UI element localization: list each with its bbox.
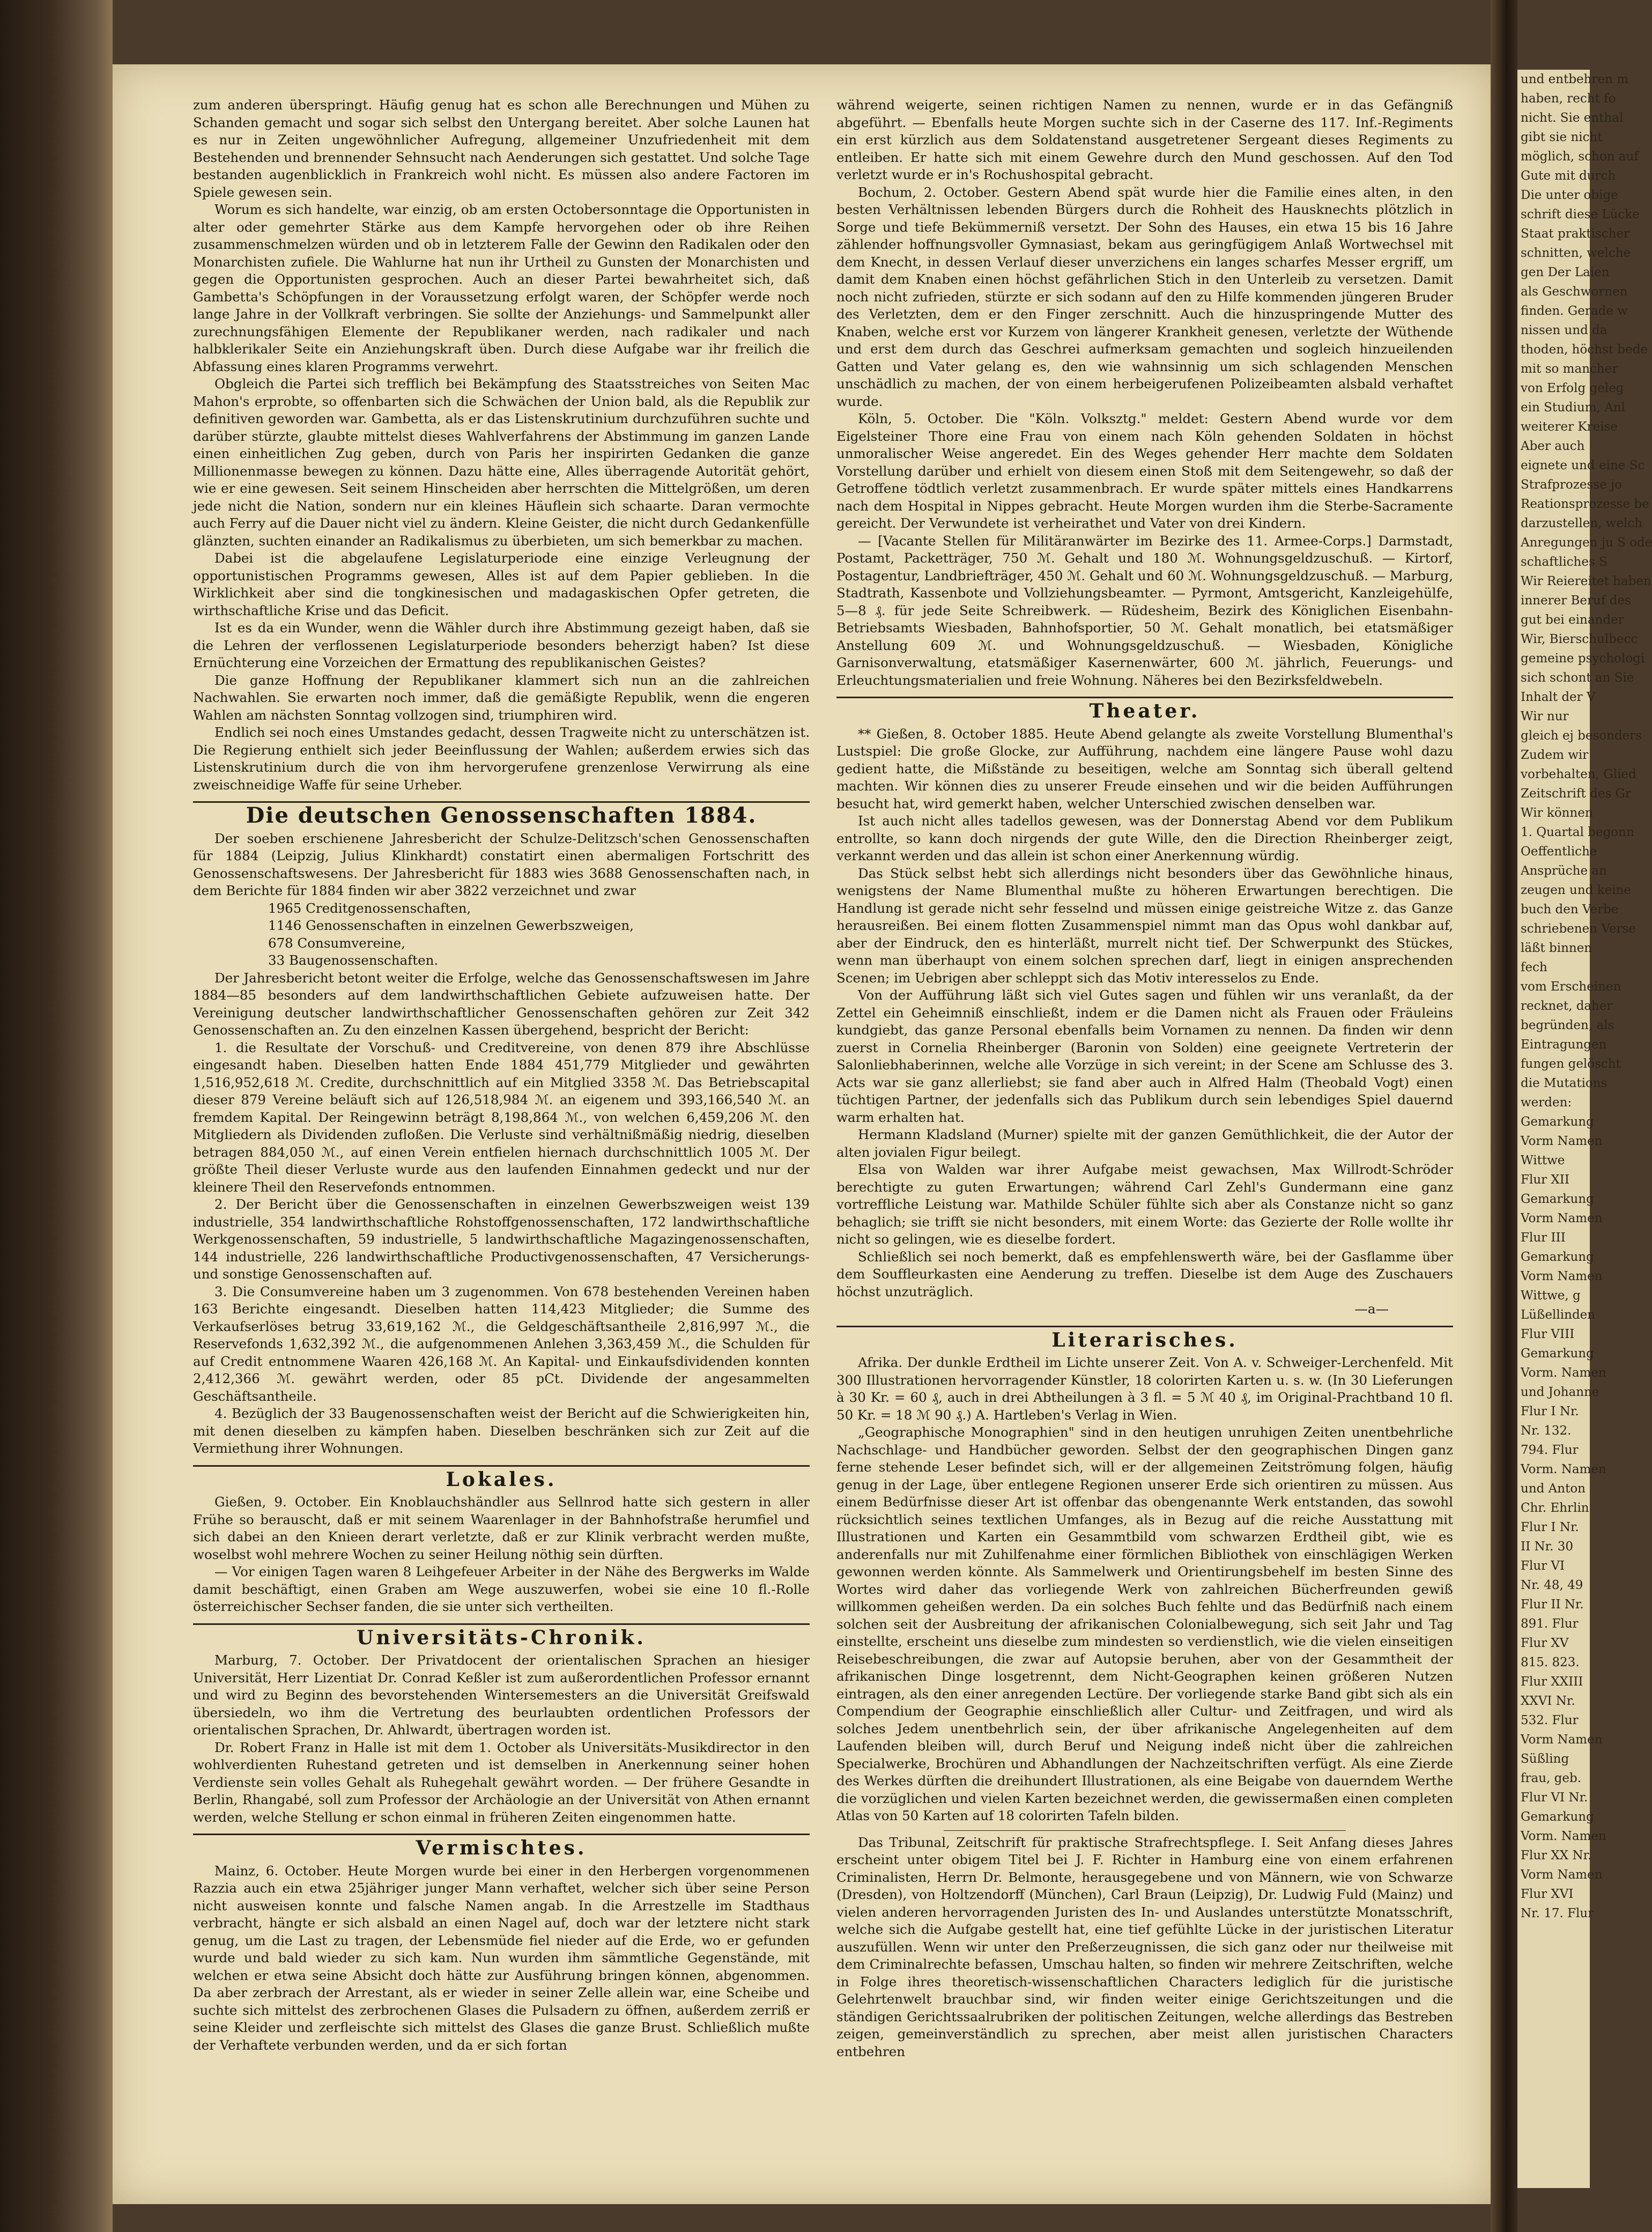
fragment-line: Wir nur: [1521, 709, 1569, 723]
fragment-line: sich schont an Sie: [1521, 671, 1634, 685]
fragment-line: weiterer Kreise: [1521, 420, 1618, 434]
fragment-line: Anregungen ju S ode: [1521, 536, 1652, 550]
fragment-line: Gemarkung: [1521, 1347, 1594, 1361]
section-divider: [193, 1834, 810, 1835]
fragment-line: XXVI Nr.: [1521, 1694, 1575, 1708]
paragraph: Das Tribunal, Zeitschrift für praktische Strafrechtspflege. I. Seit Anfang dieses Jahres erscheint unter obigem Titel bei J. F. Richter in Hamburg eine von einem erfahrenen Criminalisten, Herrn Dr. Belmonte, herausgegebene und von Männern, wie von Schwarze (Dresden), von Holtzendorff (München), Carl Braun (Leipzig), Dr. Ludwig Fuld (Mainz) und vielen anderen hervorragenden Juristen des In- und Auslandes unterstützte Monatsschrift, welche sich die Aufgabe gestellt hat, eine tief gefühlte Lücke in der juristischen Literatur auszufüllen. Wenn wir unter den Preßerzeugnissen, die sich ganz oder nur theilweise mit dem Criminalrechte befassen, Umschau halten, so finden wir mehrere Zeitschriften, welche in Folge ihres theoretisch-wissenschaftlichen Characters lediglich für die juristische Gelehrtenwelt brauchbar sind, wir finden weiter einige Gerichtszeitungen und die ständigen Gerichtssaalrubriken der politischen Zeitungen, welche allerdings das Bestreben zeigen, gemeinverständlich zu sprechen, aber meist allen juristischen Characters entbehren: [836, 1834, 1453, 2059]
fragment-line: Vorm Namen: [1521, 1134, 1603, 1148]
fragment-line: und entbehren m: [1521, 72, 1629, 86]
fragment-line: darzustellen, welch: [1521, 516, 1643, 530]
fragment-line: Flur I Nr.: [1521, 1405, 1579, 1418]
fragment-line: Vorm Namen: [1521, 1868, 1603, 1882]
fragment-line: eignete und eine Sc: [1521, 459, 1645, 472]
fragment-line: 815. 823.: [1521, 1655, 1580, 1669]
fragment-line: werden:: [1521, 1096, 1572, 1110]
paragraph: Bochum, 2. October. Gestern Abend spät wurde hier die Familie eines alten, in den besten Verhältnissen lebenden Bürgers durch die Rohheit des Hausknechts plötzlich in Sorge und tiefe Bekümmerniß versetzt. Der Sohn des Hauses, ein etwa 15 bis 16 Jahre zählender hoffnungsvoller Gymnasiast, bekam aus geringfügigem Anlaß Wortwechsel mit dem Knecht, in dessen Verlauf dieser unverzichens ein langes scharfes Messer ergriff, um damit dem Knaben einen höchst gefährlichen Stich in den Unterleib zu versetzen. Damit noch nicht zufrieden, stürzte er sich sodann auf den zu Hilfe kommenden jüngeren Bruder des Verletzten, dem er den Finger zerschnitt. Auch die hinzuspringende Mutter des Knaben, welche erst vor Kurzem von längerer Krankheit genesen, verletzte der Wüthende und erst dem durch das Geschrei aufmerksam gemachten und sogleich hinzueilenden Gatten und Vater gelang es, den wie wahnsinnig um sich schlagenden Menschen unschädlich zu machen, der von einem herbeigerufenen Polizeibeamten alsbald verhaftet wurde.: [836, 184, 1453, 409]
paragraph: zum anderen überspringt. Häufig genug hat es schon alle Berechnungen und Mühen zu Schanden gemacht und sogar sich selbst den Untergang bereitet. Aber solche Launen hat es nur in Zeiten ungewöhnlicher Aufregung, allgemeiner Unzufriedenheit mit dem Bestehenden und brennender Sehnsucht nach Aenderungen sich gestattet. Und solche Tage bestanden augenblicklich in Frankreich wohl nicht. Es müssen also andere Factoren im Spiele gewesen sein.: [193, 97, 810, 200]
paragraph: Der Jahresbericht betont weiter die Erfolge, welche das Genossenschaftswesen im Jahre 1884—85 besonders auf dem landwirthschaftlichen Gebiete aufzuweisen hatte. Der Vereinigung deutscher landwirthschaftlicher Genossenschaften gehören zur Zeit 342 Genossenschaften an. Zu den einzelnen Kassen übergehend, bespricht der Bericht:: [193, 970, 810, 1038]
fragment-line: schriebenen Verse: [1521, 922, 1636, 936]
fragment-line: 1. Quartal begonn: [1521, 825, 1634, 839]
fragment-line: Gemarkung: [1521, 1810, 1594, 1824]
fragment-line: Flur VI Nr.: [1521, 1791, 1588, 1805]
fragment-line: vorbehalten, Glied: [1521, 767, 1636, 781]
fragment-line: Flur III: [1521, 1231, 1566, 1245]
fragment-line: Flur II Nr.: [1521, 1598, 1584, 1612]
fragment-line: fech: [1521, 960, 1547, 974]
fragment-line: Gemarkung: [1521, 1115, 1594, 1129]
right-column: [836, 97, 1453, 2060]
fragment-line: Wir, Bierschulbecc: [1521, 632, 1638, 646]
paragraph: Ist auch nicht alles tadellos gewesen, was der Donnerstag Abend vor dem Publikum entrollte, so kann doch nirgends der gute Wille, den die Direction Rheinberger zeigt, verkannt werden und das allein ist schon einer Anerkennung würdig.: [836, 813, 1453, 863]
fragment-line: Gemarkung: [1521, 1250, 1594, 1264]
paragraph: Dabei ist die abgelaufene Legislaturperiode eine einzige Verleugnung der opportunistischen Programms gewesen, Alles ist auf dem Papier geblieben. In die Wirklichkeit aber sind die tongkinesischen und madagaskischen Opfer getreten, die wirthschaftliche Krise und das Deficit.: [193, 550, 810, 618]
minor-divider: [944, 1830, 1346, 1831]
fragment-line: buch den Verbe: [1521, 903, 1619, 917]
left-column: [193, 97, 810, 2054]
fragment-line: Gemarkung: [1521, 1192, 1594, 1206]
paragraph: während weigerte, seinen richtigen Namen zu nennen, wurde er in das Gefängniß abgeführt. — Ebenfalls heute Morgen suchte sich in der Caserne des 117. Inf.-Regiments ein erst kürzlich aus dem Soldatenstand ausgetretener Sergeant dieses Regiments zu entleiben. Er hatte sich mit einem Gewehre durch den Mund geschossen. Auf den Tod verletzt wurde er in's Rochushospital gebracht.: [836, 97, 1453, 182]
fragment-line: die Mutations: [1521, 1076, 1607, 1090]
fragment-line: Nr. 17. Flur: [1521, 1906, 1594, 1920]
fragment-line: Flur XVI: [1521, 1887, 1574, 1901]
fragment-line: schrift diese Lücke: [1521, 208, 1640, 221]
paragraph: Elsa von Walden war ihrer Aufgabe meist gewachsen, Max Willrodt-Schröder berechtigte zu guten Erwartungen; während Carl Zehl's Gundermann eine ganz vortreffliche Leistung war. Mathilde Schüler fühlte sich aber als Constanze nicht so ganz behaglich; sie trifft sie nicht besonders, mit einem Worte: das Gezierte der Rolle wollte ihr nicht so gelingen, wie es dieselbe fordert.: [836, 1162, 1453, 1247]
fragment-line: gibt sie nicht: [1521, 130, 1603, 144]
section-heading-universitaet: Universitäts-Chronik.: [357, 1626, 646, 1649]
fragment-line: mit so mancher: [1521, 362, 1618, 376]
paragraph: Das Stück selbst hebt sich allerdings nicht besonders über das Gewöhnliche hinaus, wenigstens der Name Blumenthal mußte zu höheren Erwartungen berechtigen. Die Handlung ist gerade nicht sehr fesselnd und müssen einige geistreiche Witze z. das Ganze herausreißen. Bei einem flotten Zusammenspiel nimmt man das Opus wohl dankbar auf, aber der Eindruck, den es hinterläßt, murrelt nicht tief. Der Schwerpunkt des Stückes, wenn man überhaupt von einem solchen sprechen darf, liegt in einigen ansprechenden Scenen; im Uebrigen aber schleppt sich das Motiv interesselos zu Ende.: [836, 865, 1453, 986]
fragment-line: Flur XV: [1521, 1636, 1569, 1650]
paragraph: Die ganze Hoffnung der Republikaner klammert sich nun an die zahlreichen Nachwahlen. Sie erwarten noch immer, daß die gemäßigte Republik, wenn die engeren Wahlen am nächsten Sonntag vollzogen sind, triumphiren wird.: [193, 672, 810, 723]
fragment-line: Vorm. Namen: [1521, 1462, 1606, 1476]
fragment-line: Gute mit durch: [1521, 169, 1616, 183]
fragment-line: und Anton: [1521, 1482, 1586, 1496]
cooperative-count-list: [268, 900, 810, 970]
page-gutter: [1491, 0, 1517, 2232]
section-heading-theater: Theater.: [1089, 700, 1201, 722]
fragment-line: Wir können: [1521, 806, 1593, 820]
fragment-line: schnitten, welche: [1521, 246, 1631, 260]
fragment-line: frau, geb.: [1521, 1771, 1582, 1785]
fragment-line: Vorm Namen: [1521, 1269, 1603, 1283]
paragraph: 3. Die Consumvereine haben um 3 zugenommen. Von 678 bestehenden Vereinen haben 163 Berichte eingesandt. Dieselben hatten 114,423 Mitglieder; die Summe des Verkaufserlöses betrug 33,619,162 ℳ., die Geldgeschäftsantheile 2,816,997 ℳ., die Reservefonds 1,632,392 ℳ., die aufgenommenen Anlehen 3,363,459 ℳ., die Schulden für auf Credit entnommene Waaren 426,168 ℳ. An Kapital- und Einkaufsdividenden konnten 2,412,366 ℳ. gewährt werden, oder 85 pCt. Dividende der angesammelten Geschäftsantheile.: [193, 1283, 810, 1404]
fragment-line: thoden, höchst bede: [1521, 343, 1648, 357]
section-heading-genossenschaften: Die deutschen Genossenschaften 1884.: [246, 803, 757, 828]
paragraph: Dr. Robert Franz in Halle ist mit dem 1. October als Universitäts-Musikdirector in den wohlverdienten Ruhestand getreten und ist demselben in Anerkennung seiner hohen Verdienste sein volles Gehalt als Ruhegehalt gewährt worden. — Der frühere Gesandte in Berlin, Rhangabé, soll zum Professor der Archäologie an der Universität von Athen ernannt werden, welche Stellung er schon einmal in früheren Zeiten eingenommen hatte.: [193, 1739, 810, 1825]
fragment-line: gen Der Laien: [1521, 265, 1610, 279]
fragment-line: II Nr. 30: [1521, 1540, 1573, 1554]
fragment-line: Die unter obige: [1521, 188, 1618, 202]
fragment-line: Ansprüche an: [1521, 864, 1607, 878]
fragment-line: schaftliches S: [1521, 555, 1607, 569]
section-heading-literarisches: Literarisches.: [1051, 1328, 1238, 1351]
fragment-line: Aber auch: [1521, 439, 1585, 453]
paragraph: Schließlich sei noch bemerkt, daß es empfehlenswerth wäre, bei der Gasflamme über dem Souffleurkasten eine Aenderung zu treffen. Dieselbe ist dem Auge des Zuschauers höchst unzuträglich.: [836, 1248, 1453, 1299]
list-item: 1146 Genossenschaften in einzelnen Gewerbszweigen,: [268, 918, 634, 933]
fragment-line: 532. Flur: [1521, 1713, 1579, 1727]
fragment-line: Flur VI: [1521, 1559, 1565, 1573]
fragment-line: als Geschwornen: [1521, 285, 1628, 299]
author-signature: —a—: [1354, 1301, 1389, 1317]
fragment-line: haben, recht fo: [1521, 92, 1616, 106]
section-divider: [836, 1326, 1453, 1327]
fragment-line: recknet, daher: [1521, 999, 1613, 1013]
paragraph: Ist es da ein Wunder, wenn die Wähler durch ihre Abstimmung gezeigt haben, daß sie die Lehren der verflossenen Legislaturperiode besonders beherzigt haben? Ist diese Ernüchterung eine Vorzeichen der Ermattung des republikanischen Geistes?: [193, 620, 810, 670]
fragment-line: Flur I Nr.: [1521, 1520, 1579, 1534]
fragment-line: Oeffentliche: [1521, 845, 1597, 859]
paragraph: Hermann Kladsland (Murner) spielte mit der ganzen Gemüthlichkeit, die der Autor der alten jovialen Figur beilegt.: [836, 1127, 1453, 1160]
list-item: 678 Consumvereine,: [268, 935, 405, 951]
fragment-line: Flur XX Nr.: [1521, 1849, 1592, 1863]
section-heading-lokales: Lokales.: [446, 1468, 557, 1491]
paragraph: Von der Aufführung läßt sich viel Gutes sagen und fühlen wir uns veranlaßt, da der Zettel ein Geheimniß einschließt, indem er die Damen nicht als Frauen oder Fräuleins kundgiebt, das ganze Personal ebenfalls beim Vornamen zu nennen. Da finden wir denn zuerst in Cornelia Rheinberger (Baronin von Solden) eine geeignete Vertreterin der Salonliebhaberinnen, welche alle Vorzüge in sich vereint; in der Scene am Schlusse des 3. Acts war sie ganz allerliebst; sie fand aber auch in Alfred Halm (Theobald Vogt) einen tüchtigen Partner, der jedenfalls sich das Publikum durch sein lebendiges Spiel dauernd warm erhalten hat.: [836, 987, 1453, 1125]
paragraph: Mainz, 6. October. Heute Morgen wurde bei einer in den Herbergen vorgenommenen Razzia auch ein etwa 25jähriger junger Mann verhaftet, welcher sich über seine Person nicht ausweisen konnte und falsche Namen angab. In die Arrestzelle im Stadthaus verbracht, hängte er sich alsbald an einen Nagel auf, doch war der letztere nicht stark genug, um die Last zu tragen, der Lebensmüde fiel nieder auf die Erde, wo er gefunden wurde und bald wieder zu sich kam. Nun wurden ihm sämmtliche Gegenstände, mit welchen er etwa seine Absicht doch hätte zur Ausführung bringen können, abgenommen. Da aber zerbrach der Arrestant, als er wieder in seiner Zelle allein war, eine Scheibe und suchte sich mittelst des zerbrochenen Glases die Pulsadern zu öffnen, außerdem zerriß er seine Kleider und zerfleischte sich mittelst des Glases die ganze Brust. Schließlich mußte der Verhaftete verbunden werden, und da er sich fortan: [193, 1863, 810, 2053]
fragment-line: gut bei einander: [1521, 613, 1624, 627]
fragment-line: 891. Flur: [1521, 1617, 1579, 1631]
fragment-line: Wittwe: [1521, 1154, 1565, 1167]
fragment-line: Chr. Ehrlin: [1521, 1501, 1589, 1515]
fragment-line: innerer Beruf des: [1521, 594, 1631, 608]
fragment-line: Nr. 48, 49: [1521, 1578, 1583, 1592]
section-divider: [193, 1465, 810, 1467]
paragraph: Köln, 5. October. Die "Köln. Volksztg." meldet: Gestern Abend wurde vor dem Eigelsteiner Thore eine Frau von einem nach Köln gehenden Soldaten in höchst unmoralischer Weise angeredet. Ein des Weges gehender Herr machte dem Soldaten Vorstellung darüber und erhielt von diesem einen Stoß mit dem Seitengewehr, so daß der Getroffene tödtlich verletzt zusammenbrach. Er wurde später mittels eines Handkarrens nach dem Hospital in Nippes gebracht. Heute Morgen wurden ihm die Sterbe-Sacramente gereicht. Der Verwundete ist verheirathet und Vater von drei Kindern.: [836, 411, 1453, 531]
fragment-line: Vorm Namen: [1521, 1211, 1603, 1225]
adjacent-page-fragment: [1517, 70, 1652, 2188]
fragment-line: Vorm. Namen: [1521, 1829, 1606, 1843]
fragment-line: von Erfolg geleg: [1521, 381, 1624, 395]
fragment-line: Reationsprozesse be: [1521, 497, 1649, 511]
paragraph: 4. Bezüglich der 33 Baugenossenschaften weist der Bericht auf die Schwierigkeiten hin, mit denen dieselben zu kämpfen haben. Dieselben beschränken sich zur Zeit auf die Vermiethung ihrer Wohnungen.: [193, 1406, 810, 1456]
fragment-line: Süßling: [1521, 1752, 1569, 1766]
fragment-line: und Johanne: [1521, 1385, 1599, 1399]
fragment-line: Flur XXIII: [1521, 1675, 1583, 1689]
list-item: 1965 Creditgenossenschaften,: [268, 900, 471, 916]
fragment-line: gemeine psychologi: [1521, 652, 1645, 666]
fragment-line: Zeitschrift des Gr: [1521, 787, 1631, 801]
section-divider: [193, 1623, 810, 1625]
fragment-line: Vorm. Namen: [1521, 1366, 1606, 1380]
paragraph: Obgleich die Partei sich trefflich bei Bekämpfung des Staatsstreiches von Seiten Mac Mahon's erprobte, so offenbarten sich die Schwächen der Union bald, als die Republik zur definitiven geworden war. Gambetta, als er das Listenskrutinium durchzuführen suchte und darüber stürzte, glaubte mittelst dieses Wahlverfahrens der Abstimmung im ganzen Lande einen einheitlichen Zug geben, durch von Paris her inspirirten Gedanken die ganze Millionenmasse bewegen zu können. Dazu hätte eine, Alles überragende Autorität gehört, wie er eine gewesen. Seit seinem Hinscheiden aber herrschten die Mittelgrößen, um deren jede nicht die Nation, sondern nur ein kleines Häuflein sich schaarte. Daran vermochte auch Ferry auf die Dauer nicht viel zu ändern. Kleine Geister, die nicht durch Gedankenfülle glänzten, suchten einander an Radikalismus zu überbieten, um sich bemerkbar zu machen.: [193, 376, 810, 549]
fragment-line: Nr. 132.: [1521, 1424, 1572, 1438]
section-heading-vermischtes: Vermischtes.: [416, 1837, 587, 1859]
fragment-line: nicht. Sie enthal: [1521, 111, 1624, 125]
paragraph: — Vor einigen Tagen waren 8 Leihgefeuer Arbeiter in der Nähe des Bergwerks im Walde damit beschäftigt, einen Graben am Wege auszuwerfen, wobei sie eine 10 fl.-Rolle österreichischer Sechser fanden, die sie unter sich vertheilten.: [193, 1564, 810, 1614]
fragment-line: fungen gelöscht: [1521, 1057, 1621, 1071]
paragraph: ** Gießen, 8. October 1885. Heute Abend gelangte als zweite Vorstellung Blumenthal's Lustspiel: Die große Glocke, zur Aufführung, nachdem eine längere Pause wohl dazu gedient hatte, die Mißstände zu beseitigen, welche am Sonntag sich überall geltend machten. Wir können dies zu unserer Freude einsehen und wir die beiden Aufführungen besucht hat, wird gemerkt haben, welcher Unterschied zwischen denselben war.: [836, 726, 1453, 811]
fragment-line: ein Studium, Anl: [1521, 401, 1626, 415]
fragment-line: Strafprozesse jo: [1521, 478, 1623, 492]
fragment-line: Wir Reiereitet haben: [1521, 574, 1651, 588]
fragment-line: finden. Gerade w: [1521, 304, 1628, 318]
fragment-line: Zudem wir: [1521, 748, 1589, 762]
fragment-line: Inhalt der V: [1521, 690, 1596, 704]
list-item: 33 Baugenossenschaften.: [268, 952, 439, 968]
paragraph: Marburg, 7. October. Der Privatdocent der orientalischen Sprachen an hiesiger Universität, Herr Lizentiat Dr. Conrad Keßler ist zum außerordentlichen Professor ernannt und wird zu Beginn des bevorstehenden Wintersemesters an die Universität Greifswald übersiedeln, wo ihm die Vertretung des beurlaubten ordentlichen Professors der orientalischen Sprachen, Dr. Ahlwardt, übertragen worden ist.: [193, 1652, 810, 1738]
fragment-line: gleich ej besonders: [1521, 729, 1642, 743]
paragraph: Afrika. Der dunkle Erdtheil im Lichte unserer Zeit. Von A. v. Schweiger-Lerchenfeld. Mit 300 Illustrationen hervorragender Künstler, 18 colorirten Karten u. s. w. (In 30 Lieferungen à 30 Kr. = 60 ₰, auch in drei Abtheilungen à 3 fl. = 5 ℳ 40 ₰, im Original-Prachtband 10 fl. 50 Kr. = 18 ℳ 90 ₰.) A. Hartleben's Verlag in Wien.: [836, 1355, 1453, 1423]
fragment-line: Staat praktischer: [1521, 227, 1630, 241]
paragraph: 1. die Resultate der Vorschuß- und Creditvereine, von denen 879 ihre Abschlüsse eingesandt haben. Dieselben hatten Ende 1884 451,779 Mitglieder und gewährten 1,516,952,618 ℳ. Credite, durchschnittlich auf ein Mitglied 3358 ℳ. Das Betriebscapital dieser 879 Vereine beläuft sich auf 126,518,984 ℳ. an eigenem und 393,166,540 ℳ. an fremdem Kapital. Der Reingewinn beträgt 8,198,864 ℳ., von welchen 6,459,206 ℳ. den Mitgliedern als Dividenden zufloßen. Die Verluste sind verhältnißmäßig niedrig, dieselben betragen 884,050 ℳ., auf einen Verein entfielen hiernach durchschnittlich 1005 ℳ. Der größte Theil dieser Verluste wurde aus den laufenden Einnahmen gedeckt und nur der kleinere Theil den Reservefonds entnommen.: [193, 1039, 810, 1195]
fragment-line: Vorm Namen: [1521, 1733, 1603, 1747]
paragraph: Endlich sei noch eines Umstandes gedacht, dessen Tragweite nicht zu unterschätzen ist. Die Regierung enthielt sich jeder Beeinflussung der Wahlen; außerdem erwies sich das Listenskrutinium durch die von ihm hervorgerufene grenzenlose Verwirrung als eine zweischneidige Waffe für seine Urheber.: [193, 725, 810, 793]
fragment-line: begründen, als: [1521, 1018, 1614, 1032]
paragraph: 2. Der Bericht über die Genossenschaften in einzelnen Gewerbszweigen weist 139 industrielle, 354 landwirthschaftliche Rohstoffgenossenschaften, 172 landwirthschaftliche Werkgenossenschaften, 59 industrielle, 5 landwirthschaftliche Magazingenossenschaften, 144 industrielle, 226 landwirthschaftliche Productivgenossenschaften, 47 Versicherungs- und sonstige Genossenschaften auf.: [193, 1196, 810, 1282]
fragment-line: Flur VIII: [1521, 1327, 1575, 1341]
fragment-line: Lüßellinden: [1521, 1308, 1596, 1322]
paragraph: Gießen, 9. October. Ein Knoblauchshändler aus Sellnrod hatte sich gestern in aller Frühe so berauscht, daß er mit seinem Waarenlager in der Bahnhofstraße herumfiel und sich dabei an den Knieen derart verletzte, daß er zur Klinik verbracht werden mußte, woselbst wohl mehrere Wochen zu seiner Heilung nöthig sein dürften.: [193, 1494, 810, 1562]
section-divider: [836, 697, 1453, 698]
fragment-line: vom Erscheinen: [1521, 980, 1621, 994]
fragment-line: 794. Flur: [1521, 1443, 1579, 1457]
fragment-line: Eintragungen: [1521, 1038, 1607, 1052]
paragraph: — [Vacante Stellen für Militäranwärter im Bezirke des 11. Armee-Corps.] Darmstadt, Postamt, Packetträger, 750 ℳ. Gehalt und 180 ℳ. Wohnungsgeldzuschuß. — Kirtorf, Postagentur, Landbriefträger, 450 ℳ. Gehalt und 60 ℳ. Wohnungsgeldzuschuß. — Marburg, Stadtrath, Kassenbote und Vollziehungsbeamter. — Pyrmont, Amtsgericht, Kanzleigehülfe, 5—8 ₰. für jede Seite Schreibwerk. — Rüdesheim, Bezirk des Königlichen Eisenbahn-Betriebsamts Wiesbaden, Bahnhofsportier, 50 ℳ. Gehalt monatlich, bei etatsmäßiger Anstellung 609 ℳ. und Wohnungsgeldzuschuß. — Wiesbaden, Königliche Garnisonverwaltung, etatsmäßiger Kasernenwärter, 600 ℳ. jährlich, Feuerungs- und Erleuchtungsmaterialien und freie Wohnung. Näheres bei den Bezirksfeldwebeln.: [836, 533, 1453, 688]
paragraph: Der soeben erschienene Jahresbericht der Schulze-Delitzsch'schen Genossenschaften für 1884 (Leipzig, Julius Klinkhardt) constatirt einen abermaligen Fortschritt des Genossenschaftswesens. Der Jahresbericht für 1883 wies 3688 Genossenschaften nach, in dem Berichte für 1884 finden wir aber 3822 verzeichnet und zwar: [193, 830, 810, 898]
paragraph: Worum es sich handelte, war einzig, ob am ersten Octobersonntage die Opportunisten in alter oder gemehrter Stärke aus dem Kampfe hervorgehen oder ob ihre Reihen zusammenschmelzen würden und ob in letzterem Falle der Gewinn den Radikalen oder den Monarchisten zufiele. Die Wahlurne hat nun ihr Urtheil zu Gunsten der Monarchisten und gegen die Opportunisten gesprochen. Auch an dieser Partei bewahrheitet sich, daß Gambetta's Schöpfungen in der Voraussetzung erfolgt waren, der Schöpfer werde noch lange Jahre in der Vollkraft verbringen. Sie sollte der Anziehungs- und Sammelpunkt aller zurechnungsfähigen Elemente der Republikaner werden, nach radikaler und nach halbklerikaler Seite ein Anziehungskraft üben. Durch diese Aufgabe war ihr freilich die Abfassung eines klaren Programms verwehrt.: [193, 202, 810, 374]
paragraph: „Geographische Monographien" sind in den heutigen unruhigen Zeiten unentbehrliche Nachschlage- und Handbücher geworden. Selbst der den geographischen Dingen ganz ferne stehende Leser befindet sich, will er der allgemeinen Zeitströmung folgen, häufig genug in der Lage, über entlegene Regionen unserer Erde sich orientiren zu müssen. Aus einem Bedürfnisse dieser Art ist offenbar das obengenannte Werk entstanden, das sowohl rücksichtlich seines textlichen Umfanges, als in Bezug auf die reiche Ausstattung mit Illustrationen und Karten ein Gesammtbild vom schwarzen Erdtheil gibt, wie es anderenfalls nur mit Zuhilfenahme einer förmlichen Bibliothek von einschlägigen Werken gewonnen werden könnte. Als Sammelwerk und Orientirungsbehelf im besten Sinne des Wortes wird daher das vorliegende Werk von zahlreichen Bücherfreunden gewiß willkommen geheißen werden. Da ein solches Buch fehlte und das Bedürfniß nach einem solchen seit der Ausbreitung der afrikanischen Colonialbewegung, sich seit Jahr und Tag einstellte, erscheint uns dieselbe zum mindesten so verdienstlich, wie die vielen einseitigen Reisebeschreibungen, die zwar auf Autopsie beruhen, aber von der Gesammtheit der afrikanischen Dinge losgetrennt, dem Nicht-Geographen keinen größeren Nutzen eintragen, als den einer anregenden Lectüre. Der vorliegende starke Band gibt sich als ein Compendium der Geographie einschließlich aller Cultur- und Zeitfragen, und wird als solches Jedem unentbehrlich sein, der über afrikanische Angelegenheiten auf dem Laufenden bleiben will, durch Beruf und Neigung indeß nicht über die zahlreichen Specialwerke, Brochüren und Abhandlungen der Nachzeitschriften verfügt. Als eine Zierde des Werkes dürften die dreihundert Illustrationen, als eine Beigabe von dauerndem Werthe die vorzüglichen und vielen Karten bezeichnet werden, die gewissermaßen einen completen Atlas von 50 Karten auf 18 colorirten Tafeln bilden.: [836, 1424, 1453, 1823]
book-binding: [0, 0, 113, 2232]
fragment-line: nissen und da: [1521, 323, 1607, 337]
fragment-line: Flur XII: [1521, 1173, 1569, 1187]
fragment-line: möglich, schon auf: [1521, 150, 1639, 164]
fragment-line: läßt binnen: [1521, 941, 1592, 955]
fragment-line: Wittwe, g: [1521, 1289, 1581, 1303]
fragment-line: zeugen und keine: [1521, 883, 1631, 897]
